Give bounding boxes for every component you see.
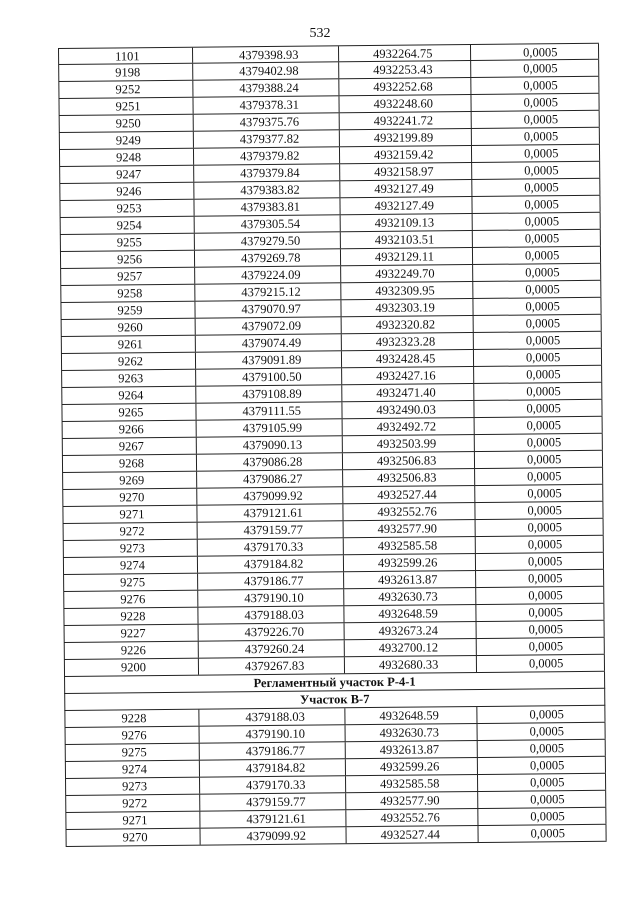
tolerance: 0,0005 (471, 145, 600, 162)
tolerance: 0,0005 (473, 332, 602, 349)
point-number: 9274 (65, 761, 199, 778)
coord-x: 4379099.92 (200, 827, 346, 844)
tolerance: 0,0005 (475, 553, 604, 570)
coord-x: 4379377.82 (193, 130, 339, 147)
coord-y: 4932309.95 (340, 282, 472, 299)
coord-y: 4932552.76 (342, 503, 474, 520)
point-number: 9257 (60, 268, 194, 285)
tolerance: 0,0005 (474, 434, 603, 451)
coord-y: 4932506.83 (342, 452, 474, 469)
coord-y: 4932199.89 (339, 129, 471, 146)
tolerance: 0,0005 (470, 60, 599, 77)
coord-x: 4379379.84 (193, 164, 339, 181)
tolerance: 0,0005 (473, 400, 602, 417)
tolerance: 0,0005 (474, 502, 603, 519)
coord-x: 4379170.33 (197, 538, 343, 555)
coord-y: 4932248.60 (338, 95, 470, 112)
point-number: 9248 (59, 149, 193, 166)
coordinate-table (58, 43, 607, 847)
coord-y: 4932577.90 (345, 792, 477, 809)
coord-x: 4379091.89 (195, 351, 341, 368)
tolerance: 0,0005 (473, 383, 602, 400)
tolerance: 0,0005 (472, 298, 601, 315)
point-number: 9276 (65, 727, 199, 744)
coord-x: 4379402.98 (192, 62, 338, 79)
tolerance: 0,0005 (475, 587, 604, 604)
coord-y: 4932103.51 (340, 231, 472, 248)
point-number: 9274 (63, 557, 197, 574)
coord-y: 4932428.45 (341, 350, 473, 367)
coord-y: 4932158.97 (339, 163, 471, 180)
point-number: 9265 (61, 404, 195, 421)
tolerance: 0,0005 (476, 638, 605, 655)
coord-y: 4932249.70 (340, 265, 472, 282)
coord-x: 4379383.81 (193, 198, 339, 215)
point-number: 9264 (61, 387, 195, 404)
point-number: 9246 (59, 183, 193, 200)
point-number: 9273 (65, 778, 199, 795)
point-number: 9270 (62, 489, 196, 506)
coord-x: 4379215.12 (194, 283, 340, 300)
coord-x: 4379105.99 (196, 419, 342, 436)
tolerance: 0,0005 (477, 740, 606, 757)
tolerance: 0,0005 (477, 825, 606, 842)
coord-y: 4932599.26 (345, 758, 477, 775)
point-number: 9228 (63, 608, 197, 625)
tolerance: 0,0005 (470, 94, 599, 111)
point-number: 9268 (62, 455, 196, 472)
point-number: 9272 (65, 795, 199, 812)
coord-y: 4932303.19 (340, 299, 472, 316)
tolerance: 0,0005 (470, 77, 599, 94)
tolerance: 0,0005 (473, 366, 602, 383)
point-number: 9226 (64, 642, 198, 659)
coord-x: 4379188.03 (197, 606, 343, 623)
coord-y: 4932673.24 (344, 622, 476, 639)
coord-x: 4379121.61 (196, 504, 342, 521)
coord-y: 4932241.72 (339, 112, 471, 129)
page-number: 532 (309, 26, 331, 41)
tolerance: 0,0005 (476, 706, 605, 723)
point-number: 9271 (62, 506, 196, 523)
coord-y: 4932127.49 (339, 197, 471, 214)
tolerance: 0,0005 (477, 723, 606, 740)
tolerance: 0,0005 (477, 774, 606, 791)
coord-x: 4379226.70 (198, 623, 344, 640)
point-number: 9256 (60, 251, 194, 268)
coord-x: 4379378.31 (192, 96, 338, 113)
coord-x: 4379099.92 (196, 487, 342, 504)
tolerance: 0,0005 (474, 451, 603, 468)
tolerance: 0,0005 (470, 44, 599, 60)
tolerance: 0,0005 (476, 655, 605, 672)
coord-x: 4379184.82 (199, 759, 345, 776)
point-number: 9251 (58, 98, 192, 115)
coord-y: 4932129.11 (340, 248, 472, 265)
point-number: 9267 (62, 438, 196, 455)
coord-y: 4932648.59 (344, 707, 476, 724)
tolerance: 0,0005 (471, 179, 600, 196)
coord-y: 4932630.73 (345, 724, 477, 741)
tolerance: 0,0005 (471, 128, 600, 145)
coord-x: 4379070.97 (194, 300, 340, 317)
coord-x: 4379388.24 (192, 79, 338, 96)
tolerance: 0,0005 (471, 196, 600, 213)
coord-x: 4379379.82 (193, 147, 339, 164)
coord-y: 4932253.43 (338, 61, 470, 78)
point-number: 9255 (60, 234, 194, 251)
tolerance: 0,0005 (475, 536, 604, 553)
coord-x: 4379383.82 (193, 181, 339, 198)
coord-y: 4932552.76 (345, 809, 477, 826)
coord-x: 4379170.33 (199, 776, 345, 793)
table-points-2 (64, 706, 606, 847)
coord-x: 4379269.78 (194, 249, 340, 266)
tolerance: 0,0005 (475, 604, 604, 621)
coord-x: 4379159.77 (197, 521, 343, 538)
coord-x: 4379260.24 (198, 640, 344, 657)
tolerance: 0,0005 (472, 213, 601, 230)
coord-x: 4379305.54 (194, 215, 340, 232)
coord-x: 4379159.77 (199, 793, 345, 810)
point-number: 9273 (63, 540, 197, 557)
point-number: 9269 (62, 472, 196, 489)
point-number: 9249 (59, 132, 193, 149)
tolerance: 0,0005 (476, 621, 605, 638)
coord-y: 4932252.68 (338, 78, 470, 95)
coord-y: 4932527.44 (345, 826, 477, 843)
coord-y: 4932506.83 (342, 469, 474, 486)
coord-x: 4379224.09 (194, 266, 340, 283)
point-number: 9275 (63, 574, 197, 591)
coord-y: 4932585.58 (345, 775, 477, 792)
coord-x: 4379375.76 (193, 113, 339, 130)
point-number: 9260 (61, 319, 195, 336)
coord-x: 4379086.28 (196, 453, 342, 470)
tolerance: 0,0005 (477, 791, 606, 808)
coord-x: 4379086.27 (196, 470, 342, 487)
point-number: 9227 (64, 625, 198, 642)
tolerance: 0,0005 (471, 111, 600, 128)
point-number: 9266 (62, 421, 196, 438)
coord-y: 4932490.03 (341, 401, 473, 418)
coord-y: 4932613.87 (343, 571, 475, 588)
point-number: 9263 (61, 370, 195, 387)
point-number: 9275 (65, 744, 199, 761)
point-number: 9272 (63, 523, 197, 540)
coord-y: 4932599.26 (343, 554, 475, 571)
table-points-1 (58, 43, 605, 677)
point-number: 9200 (64, 659, 198, 676)
point-number: 9254 (60, 217, 194, 234)
coord-x: 4379398.93 (192, 46, 338, 62)
coord-x: 4379184.82 (197, 555, 343, 572)
coord-y: 4932527.44 (342, 486, 474, 503)
tolerance: 0,0005 (477, 757, 606, 774)
coord-y: 4932471.40 (341, 384, 473, 401)
coord-x: 4379121.61 (199, 810, 345, 827)
tolerance: 0,0005 (475, 519, 604, 536)
tolerance: 0,0005 (472, 247, 601, 264)
coord-x: 4379190.10 (197, 589, 343, 606)
coord-x: 4379190.10 (199, 725, 345, 742)
coord-y: 4932648.59 (343, 605, 475, 622)
section-title: Регламентный участок Р-4-1 (64, 672, 605, 694)
tolerance: 0,0005 (474, 468, 603, 485)
coord-x: 4379072.09 (195, 317, 341, 334)
tolerance: 0,0005 (472, 264, 601, 281)
point-number: 9228 (64, 710, 198, 727)
tolerance: 0,0005 (474, 485, 603, 502)
coord-y: 4932492.72 (342, 418, 474, 435)
coord-x: 4379074.49 (195, 334, 341, 351)
point-number: 9258 (60, 285, 194, 302)
tolerance: 0,0005 (472, 281, 601, 298)
point-number: 9270 (66, 829, 200, 846)
tolerance: 0,0005 (473, 315, 602, 332)
tolerance: 0,0005 (471, 162, 600, 179)
tolerance: 0,0005 (473, 349, 602, 366)
tolerance: 0,0005 (475, 570, 604, 587)
point-number: 1101 (58, 48, 192, 64)
point-number: 9261 (61, 336, 195, 353)
point-number: 9247 (59, 166, 193, 183)
tolerance: 0,0005 (472, 230, 601, 247)
coord-x: 4379186.77 (197, 572, 343, 589)
coord-y: 4932323.28 (341, 333, 473, 350)
subsection-title: Участок В-7 (64, 689, 605, 711)
coord-y: 4932159.42 (339, 146, 471, 163)
coord-x: 4379188.03 (198, 708, 344, 725)
coord-x: 4379090.13 (196, 436, 342, 453)
point-number: 9250 (59, 115, 193, 132)
coord-y: 4932613.87 (345, 741, 477, 758)
coord-y: 4932577.90 (343, 520, 475, 537)
coord-x: 4379267.83 (198, 657, 344, 674)
point-number: 9253 (59, 200, 193, 217)
coord-y: 4932700.12 (344, 639, 476, 656)
point-number: 9198 (58, 64, 192, 81)
coord-y: 4932264.75 (338, 45, 470, 61)
coord-y: 4932503.99 (342, 435, 474, 452)
point-number: 9252 (58, 81, 192, 98)
coord-y: 4932320.82 (341, 316, 473, 333)
coord-x: 4379186.77 (199, 742, 345, 759)
coord-y: 4932109.13 (340, 214, 472, 231)
point-number: 9276 (63, 591, 197, 608)
coord-x: 4379108.89 (195, 385, 341, 402)
coord-y: 4932630.73 (343, 588, 475, 605)
coord-x: 4379279.50 (194, 232, 340, 249)
point-number: 9262 (61, 353, 195, 370)
point-number: 9259 (60, 302, 194, 319)
coord-y: 4932585.58 (343, 537, 475, 554)
coord-x: 4379100.50 (195, 368, 341, 385)
tolerance: 0,0005 (477, 808, 606, 825)
point-number: 9271 (65, 812, 199, 829)
coord-x: 4379111.55 (195, 402, 341, 419)
coord-y: 4932127.49 (339, 180, 471, 197)
coord-y: 4932680.33 (344, 656, 476, 673)
coord-y: 4932427.16 (341, 367, 473, 384)
tolerance: 0,0005 (474, 417, 603, 434)
